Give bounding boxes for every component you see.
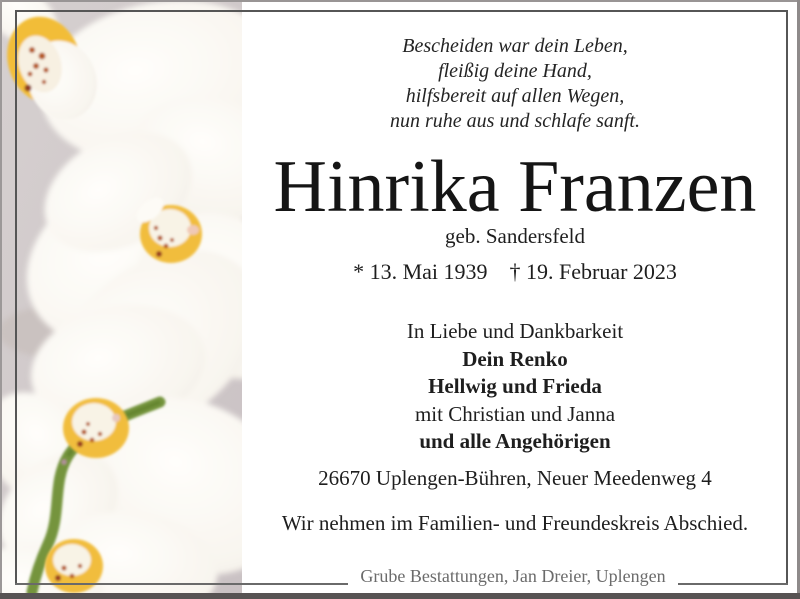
mourner-line: und alle Angehörigen: [419, 429, 611, 453]
deceased-name: Hinrika Franzen: [273, 146, 757, 228]
death-date: † 19. Februar 2023: [509, 259, 677, 284]
bottom-rule-right: [678, 583, 788, 585]
memorial-verse: [242, 34, 788, 134]
mourners-block: [242, 318, 788, 456]
outer-edge-bottom: [0, 593, 800, 599]
notice-content: [242, 0, 788, 599]
outer-edge-top: [0, 0, 800, 2]
mourner-line: In Liebe und Dankbarkeit: [406, 319, 624, 343]
orchid-photo: [0, 0, 242, 599]
verse-line: fleißig deine Hand,: [438, 60, 592, 82]
mourner-line: Dein Renko: [462, 346, 568, 371]
verse-line: nun ruhe aus und schlafe sanft.: [390, 110, 640, 132]
birth-date: * 13. Mai 1939: [353, 259, 488, 284]
bottom-rule-left: [15, 583, 348, 585]
mourner-line: Hellwig und Frieda: [428, 374, 602, 398]
address-line: 26670 Uplengen-Bühren, Neuer Meedenweg 4: [318, 466, 712, 490]
mourner-line: mit Christian und Janna: [414, 401, 616, 426]
funeral-home-credit: Grube Bestattungen, Jan Dreier, Uplengen: [360, 566, 666, 586]
verse-line: Bescheiden war dein Leben,: [402, 35, 628, 57]
maiden-name: geb. Sandersfeld: [445, 224, 585, 248]
outer-edge-left: [0, 0, 2, 599]
verse-line: hilfsbereit auf allen Wegen,: [405, 85, 625, 107]
farewell-line: Wir nehmen im Familien- und Freundeskreis Abschied.: [281, 511, 749, 535]
life-dates: [242, 258, 788, 286]
